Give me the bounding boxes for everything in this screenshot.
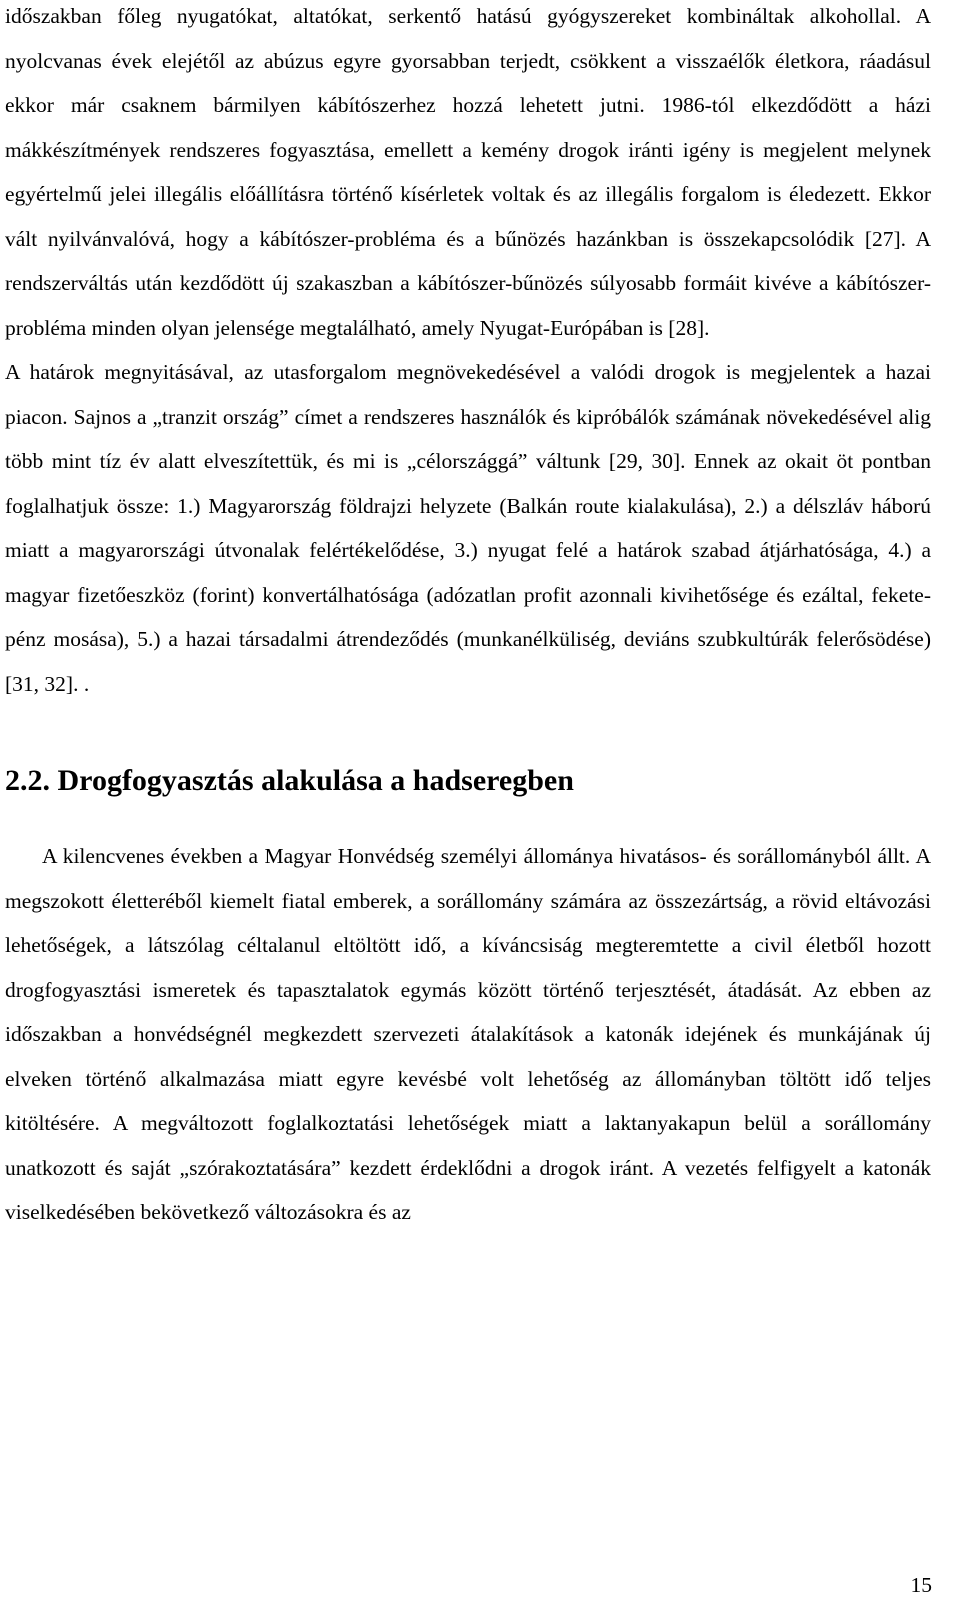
body-paragraph: A határok megnyitásával, az utasforgalom megnövekedésével a valódi drogok is megjelentek a hazai piacon. Sajnos a „tranzit ország” címet a rendszeres használók és kipróbálók számának növekedésével alig több mint tíz év alatt elveszítettük, és mi is „célországgá” váltunk [29, 30]. Ennek az okait öt pontban foglalhatjuk össze: 1.) Magyarország földrajzi helyzete (Balkán route kialakulása), 2.) a délszláv háború miatt a magyarországi útvonalak felértékelődése, 3.) nyugat felé a határok szabad átjárhatósága, 4.) a magyar fizetőeszköz (forint) konvertálhatósága (adózatlan profit azonnali kivihetősége és ezáltal, fekete-pénz mosása), 5.) a hazai társadalmi átrendeződés (munkanélküliség, deviáns szubkultúrák felerősödése) [31, 32]. . bbox=[5, 360, 931, 696]
document-page bbox=[5, 0, 931, 1235]
page-number: 15 bbox=[910, 1573, 932, 1597]
body-paragraph: időszakban főleg nyugatókat, altatókat, serkentő hatású gyógyszereket kombináltak alkohollal. A nyolcvanas évek elejétől az abúzus egyre gyorsabban terjedt, csökkent a visszaélők életkora, ráadásul ekkor már csaknem bármilyen kábítószerhez hozzá lehetett jutni. 1986-tól elkezdődött a házi mákkészítmények rendszeres fogyasztása, emellett a kemény drogok iránti igény is megjelent melynek egyértelmű jelei illegális előállításra történő kísérletek voltak és az illegális forgalom is éledezett. Ekkor vált nyilvánvalóvá, hogy a kábítószer-probléma és a bűnözés hazánkban is összekapcsolódik [27]. A rendszerváltás után kezdődött új szakaszban a kábítószer-bűnözés súlyosabb formáit kivéve a kábítószer-probléma minden olyan jelensége megtalálható, amely Nyugat-Európában is [28]. bbox=[5, 4, 931, 340]
section-heading: 2.2. Drogfogyasztás alakulása a hadseregben bbox=[5, 764, 574, 797]
body-paragraph: A kilencvenes években a Magyar Honvédség személyi állománya hivatásos- és sorállományból állt. A megszokott életteréből kiemelt fiatal emberek, a sorállomány számára az összezártság, a rövid eltávozási lehetőségek, a látszólag céltalanul eltöltött idő, a kíváncsiság megteremtette a civil életből hozott drogfogyasztási ismeretek és tapasztalatok egymás között történő terjesztését, átadását. Az ebben az időszakban a honvédségnél megkezdett szervezeti átalakítások a katonák idejének és munkájának új elveken történő alkalmazása miatt egyre kevésbé volt lehetőség az állományban töltött idő teljes kitöltésére. A megváltozott foglalkoztatási lehetőségek miatt a laktanyakapun belül a sorállomány unatkozott és saját „szórakoztatására” kezdett érdeklődni a drogok iránt. A vezetés felfigyelt a katonák viselkedésében bekövetkező változásokra és az bbox=[5, 844, 931, 1224]
